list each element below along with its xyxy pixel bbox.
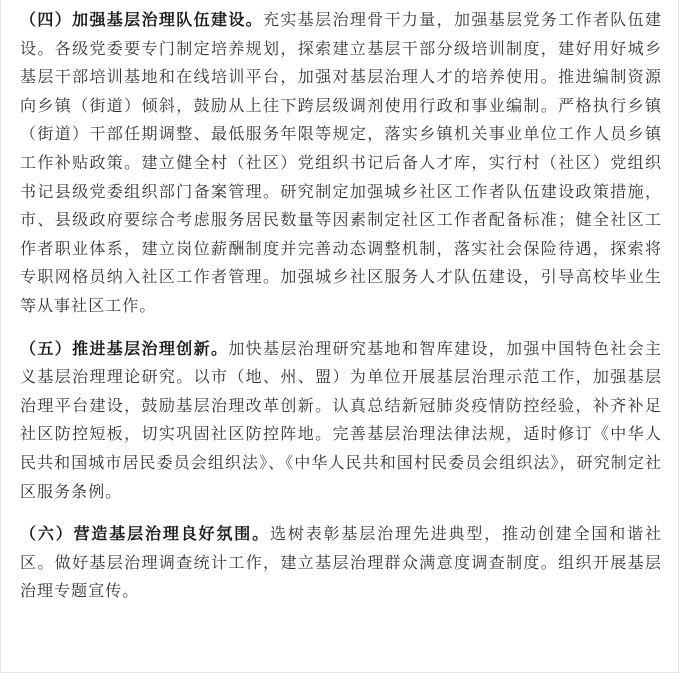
article-content xyxy=(20,0,662,606)
section-body-6: 选树表彰基层治理先进典型，推动创建全国和谐社区。做好基层治理调查统计工作，建立基层治理群众满意度调查制度。组织开展基层治理专题宣传。 xyxy=(20,524,662,601)
section-heading-4: （四）加强基层治理队伍建设。 xyxy=(20,10,264,29)
section-heading-6: （六）营造基层治理良好氛围。 xyxy=(20,524,270,544)
section-body-5: 加快基层治理研究基地和智库建设，加强中国特色社会主义基层治理理论研究。以市（地、州、盟）为单位开展基层治理示范工作，加强基层治理平台建设，鼓励基层治理改革创新。认真总结新冠肺炎疫情防控经验，补齐补足社区防控短板，切实巩固社区防控阵地。完善基层治理法律法规，适时修订《中华人民共和国城市居民委员会组织法》、《中华人民共和国村民委员会组织法》，研究制定社区服务条例。 xyxy=(20,338,662,501)
section-paragraph-6 xyxy=(20,520,662,606)
section-body-4: 充实基层治理骨干力量，加强基层党务工作者队伍建设。各级党委要专门制定培养规划，探索建立基层干部分级培训制度，建好用好城乡基层干部培训基地和在线培训平台，加强对基层治理人才的培养使用。推进编制资源向乡镇（街道）倾斜，鼓励从上往下跨层级调剂使用行政和事业编制。严格执行乡镇（街道）干部任期调整、最低服务年限等规定，落实乡镇机关事业单位工作人员乡镇工作补贴政策。建立健全村（社区）党组织书记后备人才库，实行村（社区）党组织书记县级党委组织部门备案管理。研究制定加强城乡社区工作者队伍建设政策措施，市、县级政府要综合考虑服务居民数量等因素制定社区工作者配备标准；健全社区工作者职业体系，建立岗位薪酬制度并完善动态调整机制，落实社会保险待遇，探索将专职网格员纳入社区工作者管理。加强城乡社区服务人才队伍建设，引导高校毕业生等从事社区工作。 xyxy=(20,10,663,315)
section-paragraph-5 xyxy=(20,335,662,507)
section-heading-5: （五）推进基层治理创新。 xyxy=(20,338,229,358)
section-paragraph-4 xyxy=(20,6,662,321)
